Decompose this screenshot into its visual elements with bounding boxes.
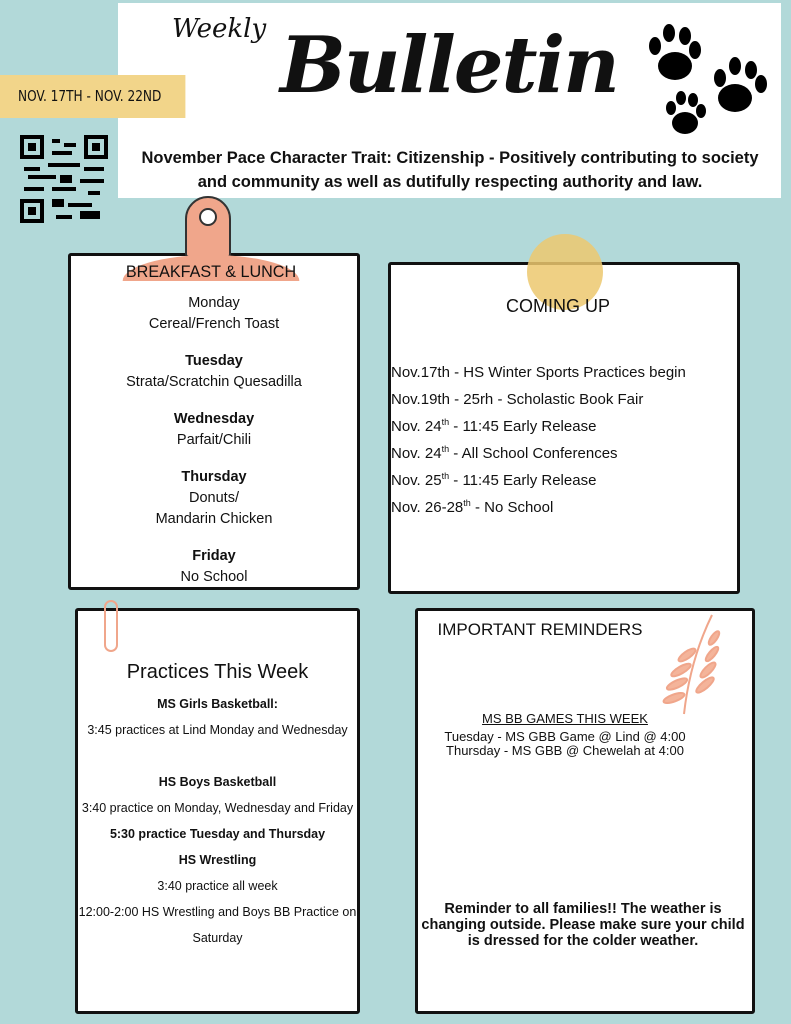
clipboard-clip-icon	[185, 196, 231, 258]
practice-line: 12:00-2:00 HS Wrestling and Boys BB Practice on Saturday	[78, 905, 357, 945]
practice-line: HS Boys Basketball	[158, 775, 277, 789]
menu-item: Strata/Scratchin Quesadilla	[126, 374, 302, 390]
breakfast-lunch-title: BREAKFAST & LUNCH	[123, 255, 300, 281]
qr-code[interactable]	[20, 135, 108, 223]
game-line: Tuesday - MS GBB Game @ Lind @ 4:00	[444, 729, 686, 744]
menu-item: No School	[180, 569, 248, 585]
coming-up-list	[391, 357, 737, 519]
item-suffix: th	[441, 417, 450, 427]
coming-up-item	[391, 438, 737, 465]
item-text: Nov. 24	[391, 418, 442, 435]
item-text: Nov. 26-28	[391, 499, 464, 516]
leaf-icon	[662, 610, 722, 715]
menu-item: Parfait/Chili	[176, 432, 252, 448]
game-line: Thursday - MS GBB @ Chewelah at 4:00	[446, 743, 684, 758]
practices-card	[75, 608, 360, 1014]
practice-line: MS Girls Basketball:	[157, 697, 278, 711]
weather-reminder: Reminder to all families!! The weather is changing outside. Please make sure your child is dressed for the colder weather.	[421, 901, 745, 949]
item-text: - 11:45 Early Release	[449, 472, 597, 489]
ms-bb-games	[415, 712, 715, 758]
practice-line: 3:45 practices at Lind Monday and Wednesday	[87, 723, 348, 737]
coming-up-item	[391, 357, 737, 384]
menu-item: Mandarin Chicken	[155, 511, 273, 527]
item-suffix: th	[441, 444, 450, 454]
practices-title: Practices This Week	[126, 661, 309, 683]
menu-item: Cereal/French Toast	[148, 316, 280, 332]
menu-day: Wednesday	[173, 411, 255, 427]
weekly-label: Weekly	[172, 14, 267, 44]
spacer	[78, 743, 357, 769]
item-text: Nov.17th - HS Winter Sports Practices begin	[391, 364, 686, 381]
coming-up-title: COMING UP	[505, 296, 610, 316]
practice-line: 5:30 practice Tuesday and Thursday	[109, 827, 326, 841]
item-text: - No School	[470, 499, 554, 516]
paperclip-icon	[104, 600, 118, 652]
menu-item: Donuts/	[189, 490, 239, 506]
date-range: NOV. 17TH - NOV. 22ND	[0, 75, 185, 118]
item-text: - 11:45 Early Release	[449, 418, 597, 435]
menu-day: Thursday	[181, 469, 247, 485]
paw-prints-icon	[635, 18, 770, 140]
games-title: MS BB GAMES THIS WEEK	[482, 711, 648, 726]
coming-up-item	[391, 384, 737, 411]
menu-day: Tuesday	[185, 353, 243, 369]
practice-line: HS Wrestling	[178, 853, 257, 867]
reminders-title: IMPORTANT REMINDERS	[437, 620, 643, 639]
item-suffix: th	[441, 471, 450, 481]
practice-line: 3:40 practice all week	[157, 879, 278, 893]
breakfast-lunch-card	[68, 253, 360, 590]
bulletin-title: Bulletin	[280, 20, 618, 111]
item-text: Nov. 24	[391, 445, 442, 462]
coming-up-item	[391, 465, 737, 492]
item-text: - All School Conferences	[449, 445, 618, 462]
menu-day: Friday	[192, 548, 236, 564]
character-trait: November Pace Character Trait: Citizenship - Positively contributing to society and community as well as dutifully respecting authority and law.	[141, 149, 759, 191]
item-text: Nov. 25	[391, 472, 442, 489]
item-suffix: th	[463, 498, 471, 508]
coming-up-item	[391, 411, 737, 438]
practice-line: 3:40 practice on Monday, Wednesday and Friday	[81, 801, 354, 815]
menu-day: Monday	[188, 295, 240, 311]
coming-up-item	[391, 492, 737, 519]
item-text: Nov.19th - 25rh - Scholastic Book Fair	[391, 391, 644, 408]
